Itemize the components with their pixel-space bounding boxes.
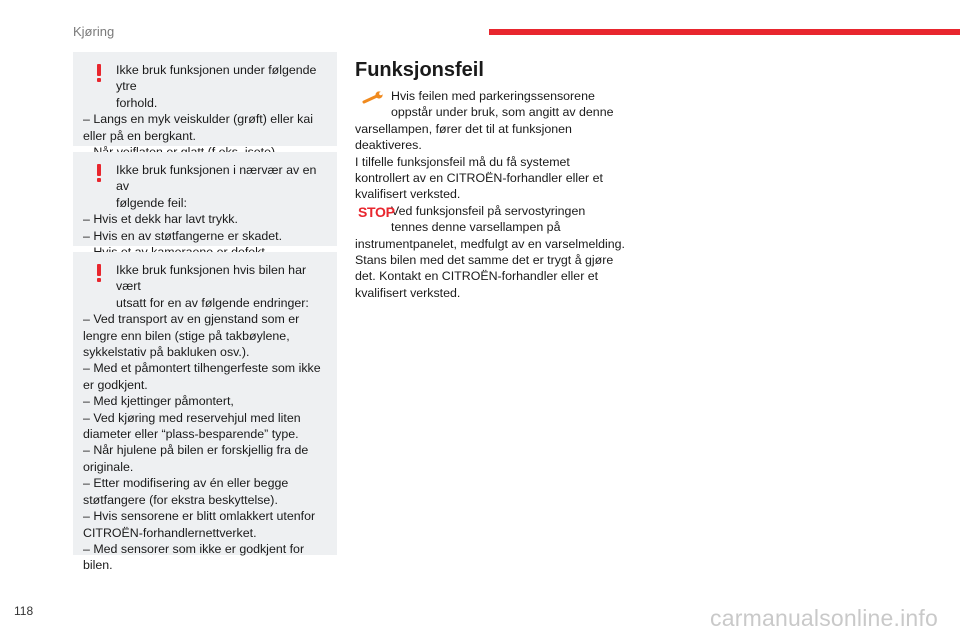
warning-item: bilen. (83, 558, 113, 573)
paragraph-line: Ved funksjonsfeil på servostyringen (391, 203, 586, 218)
warning-exclamation-icon (97, 164, 101, 181)
paragraph-line: deaktiveres. (355, 138, 422, 153)
paragraph-line: Hvis feilen med parkeringssensorene (391, 89, 595, 103)
paragraph-line: oppstår under bruk, som angitt av denne (391, 105, 614, 120)
warning-item: – Langs en myk veiskulder (grøft) eller kai (83, 112, 314, 127)
warning-item: – Hvis sensorene er blitt omlakkert utenfor (83, 509, 316, 524)
page-number: 118 (14, 604, 34, 618)
warning-item: – Hvis et dekk har lavt trykk. (83, 212, 238, 227)
stop-warning-icon: STOP (358, 203, 395, 220)
warning-item: er godkjent. (83, 377, 148, 392)
warning-item: – Etter modifisering av én eller begge (83, 476, 289, 491)
warning-item: – Ved kjøring med reservehjul med liten (83, 410, 301, 425)
header-accent-bar (489, 29, 960, 35)
paragraph-line: det. Kontakt en CITROËN-forhandler eller et (355, 269, 599, 284)
warning-item: – Ved transport av en gjenstand som er (83, 312, 300, 327)
warning-item: – Når hjulene på bilen er forskjellig fra de (83, 443, 309, 458)
section-title: Funksjonsfeil (355, 59, 484, 81)
warning-text: forhold. (116, 95, 158, 110)
wrench-icon (361, 91, 385, 105)
warning-item: eller på en bergkant. (83, 128, 196, 143)
paragraph-line: kvalifisert verksted. (355, 285, 461, 300)
warning-text: Ikke bruk funksjonen i nærvær av en av (116, 163, 317, 194)
paragraph-line: instrumentpanelet, medfulgt av en varselmelding. (355, 236, 625, 251)
paragraph-line: tennes denne varsellampen på (391, 220, 561, 235)
warning-item: – Hvis en av støtfangerne er skadet. (83, 228, 283, 243)
warning-text: følgende feil: (116, 195, 187, 210)
warning-exclamation-icon (97, 264, 101, 281)
warning-item: CITROËN-forhandlernettverket. (83, 525, 257, 540)
warning-text: Ikke bruk funksjonen hvis bilen har vært (116, 263, 307, 294)
paragraph-line: Stans bilen med det samme det er trygt å gjøre (355, 253, 614, 268)
warning-text: Ikke bruk funksjonen under følgende ytre (116, 63, 317, 94)
paragraph-line: varsellampen, fører det til at funksjonen (355, 121, 572, 136)
paragraph-line: I tilfelle funksjonsfeil må du få systemet (355, 154, 570, 169)
paragraph-line: kontrollert av en CITROËN-forhandler eller et (355, 171, 603, 186)
parking-sensor-fault-paragraph (355, 88, 625, 154)
warning-item: – Med et påmontert tilhengerfeste som ikke (83, 361, 321, 376)
section-label: Kjøring (73, 24, 115, 39)
warning-item: diameter eller “plass-besparende” type. (83, 427, 299, 442)
warning-box-modifications (73, 252, 337, 573)
warning-item: – Med kjettinger påmontert, (83, 394, 234, 409)
warning-item: – Med sensorer som ikke er godkjent for (83, 541, 305, 556)
malfunction-section (355, 58, 625, 301)
warning-item: støtfangere (for ekstra beskyttelse). (83, 492, 278, 507)
warning-box-faults (73, 152, 337, 246)
watermark: carmanualsonline.info (710, 605, 938, 631)
power-steering-fault-paragraph (355, 203, 625, 301)
warning-item: sykkelstativ på bakluken osv.). (83, 345, 250, 360)
warning-item: originale. (83, 459, 134, 474)
warning-exclamation-icon (97, 64, 101, 81)
warning-text: utsatt for en av følgende endringer: (116, 295, 309, 310)
warning-box-outdoor-conditions (73, 52, 337, 146)
paragraph-line: kvalifisert verksted. (355, 187, 461, 202)
warning-item: lengre enn bilen (stige på takbøylene, (83, 328, 290, 343)
fault-check-paragraph (355, 154, 625, 203)
